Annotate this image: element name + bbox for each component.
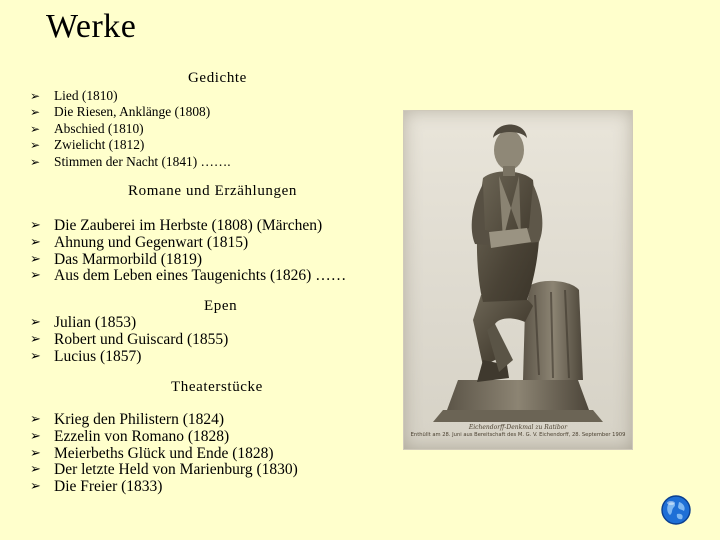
arrow-bullet-icon: ➢ — [30, 268, 41, 284]
list-item: ➢ Ezzelin von Romano (1828) — [30, 427, 230, 445]
list-item: ➢ Robert und Guiscard (1855) — [30, 330, 229, 348]
section-heading-romane: Romane und Erzählungen — [128, 183, 297, 199]
list-item: ➢ Julian (1853) — [30, 314, 137, 331]
list-theater — [30, 412, 298, 496]
arrow-bullet-icon: ➢ — [30, 479, 41, 495]
arrow-bullet-icon: ➢ — [30, 412, 41, 427]
list-item: ➢ Das Marmorbild (1819) — [30, 250, 203, 268]
arrow-bullet-icon: ➢ — [30, 218, 41, 233]
arrow-bullet-icon: ➢ — [30, 315, 41, 330]
globe-icon[interactable] — [660, 494, 692, 526]
arrow-bullet-icon: ➢ — [30, 89, 41, 103]
list-item: ➢ Die Zauberei im Herbste (1808) (Märchen) — [30, 217, 323, 234]
list-item: ➢ Krieg den Philistern (1824) — [30, 411, 225, 428]
list-item: ➢ Aus dem Leben eines Taugenichts (1826) …… — [30, 267, 347, 285]
section-heading-theater: Theaterstücke — [171, 379, 263, 395]
arrow-bullet-icon: ➢ — [30, 154, 41, 169]
statue-photo — [403, 110, 633, 450]
list-item: ➢ Meierbeths Glück und Ende (1828) — [30, 444, 274, 462]
list-item: ➢ Lied (1810) — [30, 88, 118, 103]
list-item: ➢ Stimmen der Nacht (1841) ……. — [30, 153, 231, 169]
arrow-bullet-icon: ➢ — [30, 462, 41, 478]
page-title: Werke — [46, 8, 137, 45]
list-epen — [30, 315, 228, 365]
arrow-bullet-icon: ➢ — [30, 138, 41, 153]
arrow-bullet-icon: ➢ — [30, 105, 41, 120]
statue-illustration — [403, 110, 633, 450]
section-heading-gedichte: Gedichte — [188, 70, 247, 86]
list-romane — [30, 218, 346, 285]
arrow-bullet-icon: ➢ — [30, 234, 41, 250]
arrow-bullet-icon: ➢ — [30, 428, 41, 444]
arrow-bullet-icon: ➢ — [30, 121, 41, 136]
photo-caption: Enthüllt am 28. Juni aus Bereitschaft des M. G. V. Eichendorff, 28. September 1909 — [410, 432, 626, 438]
section-heading-epen: Epen — [204, 298, 238, 314]
arrow-bullet-icon: ➢ — [30, 348, 41, 364]
list-item: ➢ Die Freier (1833) — [30, 478, 163, 496]
arrow-bullet-icon: ➢ — [30, 251, 41, 267]
list-item: ➢ Die Riesen, Anklänge (1808) — [30, 104, 211, 120]
list-item: ➢ Zwielicht (1812) — [30, 137, 145, 153]
list-gedichte — [30, 88, 231, 170]
list-item: ➢ Lucius (1857) — [30, 347, 142, 365]
list-item: ➢ Der letzte Held von Marienburg (1830) — [30, 461, 298, 479]
arrow-bullet-icon: ➢ — [30, 445, 41, 461]
photo-caption-title: Eichendorff-Denkmal zu Ratibor — [468, 424, 568, 431]
arrow-bullet-icon: ➢ — [30, 331, 41, 347]
list-item: ➢ Ahnung und Gegenwart (1815) — [30, 233, 249, 251]
list-item: ➢ Abschied (1810) — [30, 120, 144, 136]
